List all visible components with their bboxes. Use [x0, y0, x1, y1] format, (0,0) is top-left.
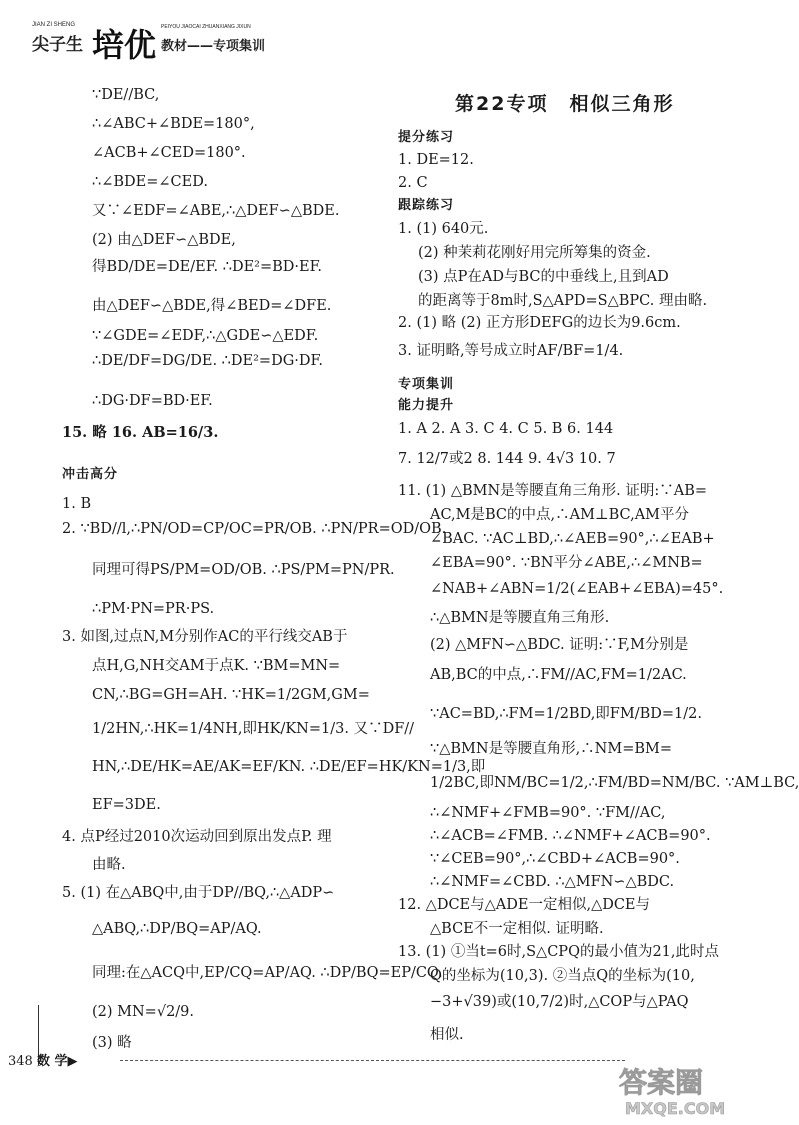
text-line: 11. (1) △BMN是等腰直角三角形. 证明:∵AB= — [398, 483, 708, 499]
watermark-logo — [615, 1060, 745, 1120]
subject-label: 数 学▶ — [36, 1054, 78, 1069]
text-line: ∵∠CEB=90°,∴∠CBD+∠ACB=90°. — [430, 851, 680, 867]
text-line: 2. (1) 略 (2) 正方形DEFG的边长为9.6cm. — [398, 315, 681, 331]
text-line: 的距离等于8m时,S△APD=S△BPC. 理由略. — [418, 293, 708, 309]
text-line: ∵△BMN是等腰直角形,∴NM=BM= — [430, 741, 673, 757]
logo-pinyin-right: PEIYOU JIAOCAI ZHUANXIANG JIXUN — [161, 24, 251, 30]
text-line: (2) 种茉莉花刚好用完所筹集的资金. — [418, 245, 651, 261]
footer-rule — [120, 1060, 625, 1061]
page-footer — [8, 1050, 78, 1069]
text-line: AB,BC的中点,∴FM//AC,FM=1/2AC. — [430, 667, 687, 683]
text-line: 12. △DCE与△ADE一定相似,△DCE与 — [398, 897, 651, 913]
text-line: ∴DE/DF=DG/DE. ∴DE²=DG·DF. — [92, 353, 323, 369]
text-line: (3) 略 — [92, 1035, 132, 1051]
text-line: ∠NAB+∠ABN=1/2(∠EAB+∠EBA)=45°. — [430, 581, 724, 597]
section-heading: 冲击高分 — [62, 467, 119, 482]
text-line: 4. 点P经过2010次运动回到原出发点P. 理 — [62, 829, 332, 845]
svg-text:培优: 培优 — [92, 26, 157, 64]
text-line: 同理可得PS/PM=OD/OB. ∴PS/PM=PN/PR. — [92, 562, 395, 578]
text-line: 7. 12/7或2 8. 144 9. 4√3 10. 7 — [398, 451, 616, 467]
text-line: 1/2HN,∴HK=1/4NH,即HK/KN=1/3. 又∵DF// — [92, 721, 415, 737]
text-line: ∴∠NMF+∠FMB=90°. ∵FM//AC, — [430, 805, 666, 821]
text-line: 点H,G,NH交AM于点K. ∵BM=MN= — [92, 658, 341, 674]
text-line: ∵DE//BC, — [92, 87, 160, 103]
text-line: 2. ∵BD//l,∴PN/OD=CP/OC=PR/OB. ∴PN/PR=OD/OB. — [62, 521, 447, 537]
text-line: ∴∠BDE=∠CED. — [92, 174, 208, 190]
text-line: 1. B — [62, 496, 92, 512]
text-line: △ABQ,∴DP/BQ=AP/AQ. — [92, 921, 262, 937]
text-line: ∠ACB+∠CED=180°. — [92, 145, 246, 161]
text-line: (2) 由△DEF∽△BDE, — [92, 232, 236, 248]
watermark-line1: 答案圈 — [619, 1066, 704, 1099]
svg-text:尖子生: 尖子生 — [32, 35, 83, 55]
text-line: 相似. — [430, 1027, 464, 1043]
text-line: ∠BAC. ∵AC⊥BD,∴∠AEB=90°,∴∠EAB+ — [430, 531, 715, 547]
section-heading: 跟踪练习 — [398, 198, 455, 213]
text-line: △BCE不一定相似. 证明略. — [430, 921, 604, 937]
text-line: ∴△BMN是等腰直角三角形. — [430, 610, 610, 626]
text-line: ∴∠NMF=∠CBD. ∴△MFN∽△BDC. — [430, 874, 675, 890]
text-line: EF=3DE. — [92, 797, 161, 813]
text-line: ∴∠ABC+∠BDE=180°, — [92, 116, 255, 132]
text-line: 由△DEF∽△BDE,得∠BED=∠DFE. — [92, 298, 332, 314]
section-title: 第22专项 相似三角形 — [455, 93, 675, 115]
text-line: CN,∴BG=GH=AH. ∵HK=1/2GM,GM= — [92, 687, 370, 703]
text-line: HN,∴DE/HK=AE/AK=EF/KN. ∴DE/EF=HK/KN=1/3,即 — [92, 759, 486, 775]
text-line: ∠EBA=90°. ∵BN平分∠ABE,∴∠MNB= — [430, 555, 703, 571]
text-line: 15. 略 16. AB=16/3. — [62, 424, 219, 441]
section-heading: 专项集训 — [398, 377, 455, 392]
text-line: ∴∠ACB=∠FMB. ∴∠NMF+∠ACB=90°. — [430, 828, 711, 844]
text-line: 3. 证明略,等号成立时AF/BF=1/4. — [398, 343, 624, 359]
text-line: 1/2BC,即NM/BC=1/2,∴FM/BD=NM/BC. ∵AM⊥BC, — [430, 775, 799, 791]
section-heading: 能力提升 — [398, 398, 455, 413]
text-line: ∴PM·PN=PR·PS. — [92, 601, 215, 617]
text-line: ∴DG·DF=BD·EF. — [92, 393, 213, 409]
text-line: 由略. — [92, 857, 126, 873]
section-heading: 提分练习 — [398, 130, 455, 145]
text-line: Q的坐标为(10,3). ②当点Q的坐标为(10, — [430, 968, 695, 984]
text-line: 同理:在△ACQ中,EP/CQ=AP/AQ. ∴DP/BQ=EP/CQ. — [92, 965, 443, 981]
text-line: 1. DE=12. — [398, 152, 474, 168]
text-line: 2. C — [398, 175, 428, 191]
text-line: (2) △MFN∽△BDC. 证明:∵F,M分别是 — [430, 637, 689, 653]
svg-text:教材——专项集训: 教材——专项集训 — [161, 39, 266, 54]
page-number: 348 — [8, 1054, 33, 1069]
text-line: 得BD/DE=DE/EF. ∴DE²=BD·EF. — [92, 259, 323, 275]
text-line: 又∵∠EDF=∠ABE,∴△DEF∽△BDE. — [92, 203, 340, 219]
text-line: ∵∠GDE=∠EDF,∴△GDE∽△EDF. — [92, 328, 319, 344]
watermark-line2: MXQE.COM — [625, 1099, 726, 1118]
text-line: −3+√39)或(10,7/2)时,△COP与△PAQ — [430, 994, 689, 1010]
text-line: 3. 如图,过点N,M分别作AC的平行线交AB于 — [62, 629, 348, 645]
text-line: 1. (1) 640元. — [398, 221, 489, 237]
text-line: 1. A 2. A 3. C 4. C 5. B 6. 144 — [398, 421, 614, 437]
logo-pinyin-top: JIAN ZI SHENG — [32, 22, 76, 28]
text-line: 13. (1) ①当t=6时,S△CPQ的最小值为21,此时点 — [398, 944, 720, 960]
text-line: (3) 点P在AD与BC的中垂线上,且到AD — [418, 269, 669, 285]
text-line: 5. (1) 在△ABQ中,由于DP//BQ,∴△ADP∽ — [62, 885, 335, 901]
text-line: (2) MN=√2/9. — [92, 1004, 195, 1020]
text-line: ∵AC=BD,∴FM=1/2BD,即FM/BD=1/2. — [430, 706, 702, 722]
text-line: AC,M是BC的中点,∴AM⊥BC,AM平分 — [430, 507, 690, 523]
